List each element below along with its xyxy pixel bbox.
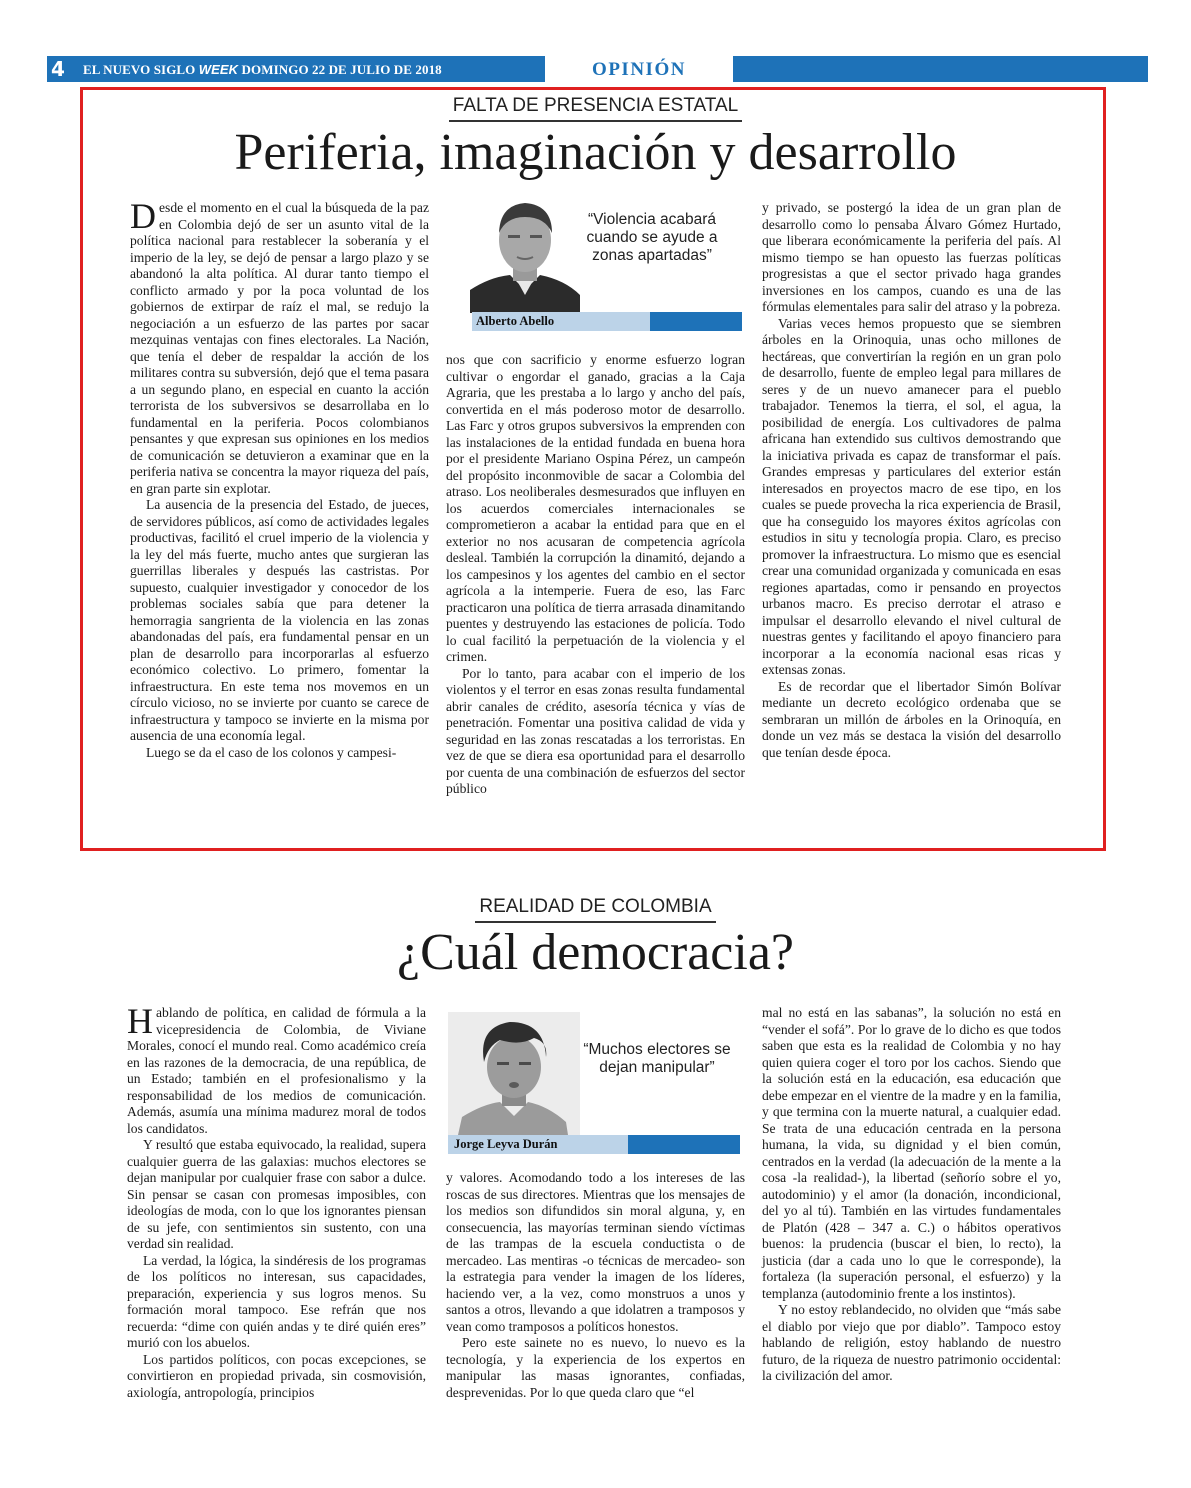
publication-info bbox=[83, 56, 442, 83]
article2-column-2 bbox=[446, 1170, 745, 1401]
page-number: 4 bbox=[51, 57, 65, 81]
article2-pull-quote: “Muchos electores se dejan manipular” bbox=[583, 1041, 731, 1076]
article2-paragraph: ablando de política, en calidad de fórmula a la vicepresidencia de Colombia, de Viviane Morales, conocí el mundo real. Como académico creía en las razones de la democracia, de una república, de un Estado; también en el profesionalismo y la responsabilidad de los medios de comunicación. Además, asumía una mínima madurez moral de todos los candidatos. bbox=[127, 1005, 426, 1136]
edition-name: WEEK bbox=[198, 62, 239, 77]
article1-title: Periferia, imaginación y desarrollo bbox=[234, 124, 957, 181]
article1-paragraph: Es de recordar que el libertador Simón Bolívar mediante un decreto ecológico ordenaba que se sembraran un millón de árboles en la Orinoquía, en donde un vez más se destaca la visión del desarrollo que tenían desde época. bbox=[762, 678, 1061, 760]
article2-column-1 bbox=[127, 1001, 426, 1401]
article1-paragraph: Por lo tanto, para acabar con el imperio de los violentos y el terror en esas zonas resulta fundamental abrir canales de crédito, asesoría técnica y vías de penetración. Fomentar una positiva calidad de vida y seguridad en las zonas rescatadas a los terroristas. En vez de que se diera esa oportunidad para el desarrollo por cuenta de una combinación de esfuerzos del sector público bbox=[446, 665, 745, 796]
article2-paragraph: La verdad, la lógica, la sindéresis de los programas de los políticos no interesan, sus capacidades, preparación, experiencia y sus logros menos. Su formación moral tampoco. Ese refrán que nos recuerda: “dime con quién andas y te diré quién eres” murió con los abuelos. bbox=[127, 1252, 426, 1350]
article1-kicker: FALTA DE PRESENCIA ESTATAL bbox=[449, 95, 742, 122]
article2-paragraph: Los partidos políticos, con pocas excepciones, se convirtieron en propiedad privada, sin cosmovisión, axiología, antropología, principios bbox=[127, 1351, 426, 1400]
article2-paragraph: Y no estoy reblandecido, no olviden que “más sabe el diablo por viejo que por diablo”. Tampoco estoy hablando de religión, estoy hablando de nuestro futuro, de la riqueza de nuestro patrimonio occidental: la civilización del amor. bbox=[762, 1302, 1061, 1383]
section-title: OPINIÓN bbox=[545, 56, 733, 82]
publication-date: DOMINGO 22 DE JULIO DE 2018 bbox=[241, 62, 442, 77]
article1-column-2 bbox=[446, 352, 745, 798]
article2-author-name: Jorge Leyva Durán bbox=[454, 1137, 558, 1151]
article1-author-bar bbox=[472, 312, 742, 331]
article2-paragraph: y valores. Acomodando todo a los intereses de las roscas de sus directores. Mientras que los mensajes de los medios son difundidos sin moral alguna, y, en consecuencia, las mayorías terminan siendo víctimas de las trampas de la escuela conductista o de mercadeo. Las mentiras -o técnicas de mercadeo- son la estrategia para vender la imagen de los líderes, haciendo ver, a la vez, como monstruos a unos y santos a otros, llevando a que idolatren a tramposos y vean como tramposos a políticos honestos. bbox=[446, 1170, 745, 1334]
article1-paragraph: Luego se da el caso de los colonos y campesi- bbox=[146, 744, 397, 760]
article2-author-bar-accent bbox=[628, 1135, 740, 1154]
article1-pull-quote: “Violencia acabará cuando se ayude a zonas apartadas” bbox=[586, 211, 718, 264]
article1-author-bar-accent bbox=[650, 312, 742, 331]
publication-name: EL NUEVO SIGLO bbox=[83, 62, 196, 77]
article1-paragraph: esde el momento en el cual la búsqueda de la paz en Colombia dejó de ser un asunto vital de la política nacional para restablecer la soberanía y el imperio de la ley, se dejó de pensar a largo plazo y se abandonó la alta política. Al durar tanto tiempo el conflicto armado y por la poca voluntad de los gobiernos de extirpar de raíz el mal, se redujo la negociación a un esfuerzo de las partes por sacar mezquinas ventajas con fines electorales. La Nación, que tenía el deber de respaldar la acción de los militares contra su subversión, dejó que el tema pasara a un segundo plano, en especial en cuanto la acción terrorista de los subversivos se desarrollaba en lo fundamental en la periferia. Pocos colombianos pensantes y que expresan sus opiniones en los medios de comunicación se detuvieron a examinar que en la periferia nativa se concentra la mayor riqueza del país, en gran parte sin explotar. bbox=[130, 200, 429, 496]
article2-kicker-wrap bbox=[0, 896, 1191, 923]
article1-paragraph: nos que con sacrificio y enorme esfuerzo logran cultivar o engordar el ganado, gracias a la Caja Agraria, que les prestaba a lo largo y ancho del país, convertida en el más poderoso motor de desarrollo. Las Farc y otros grupos subversivos la emprenden con las instalaciones de la entidad fundada en buena hora por el presidente Mariano Ospina Pérez, un campeón del propósito inconmovible de sacar a Colombia del atraso. Los neoliberales desmesurados que influyen en los acuerdos comerciales internacionales se comprometieron a acabar la entidad para que en el exterior no nos acusaran de competencia agrícola desleal. También la corrupción la dinamitó, dejando a los campesinos y los agentes del cambio en el sector agrícola a la intemperie. Fuera de eso, las Farc practicaron una política de tierra arrasada dinamitando puentes y destruyendo las estaciones de policía. Todo lo cual facilitó la perpetuación de la violencia y el crimen. bbox=[446, 352, 745, 664]
article2-dropcap: H bbox=[127, 1001, 153, 1041]
article2-paragraph: Y resultó que estaba equivocado, la realidad, supera cualquier guerra de las galaxias: muchos electores se dejan manipular por cualquier frase con sabor a dulce. Sin pensar se casan con promesas imposibles, con ideologías de moda, con lo que los ignorantes piensan de su jefe, con sentimientos sin sustento, con una verdad sin realidad. bbox=[127, 1137, 426, 1251]
article2-paragraph: mal no está en las sabanas”, la solución no está en “vender el sofá”. Por lo grave de lo dicho es que todos saben que esta es la realidad de Colombia y no hay quien quiera coger el toro por los cachos. Siendo que la solución está en la educación, esa educación que debe empezar en el vientre de la madre y en la familia, y que termina con la muerte natural, a cualquier edad. Se trata de una educación centrada en la persona humana, la vida, su dignidad y el bien común, centrados en la verdad (la adecuación de la mente a la cosa -la realidad-), la libertad (señorío sobre el yo, autodominio) y el amor (la donación, incondicional, del yo al tú). También en las virtudes fundamentales de Platón (428 – 347 a. C.) o hábitos operativos buenos: la prudencia (buscar el bien, lo recto), la justicia (dar a cada uno lo que le corresponde), la fortaleza (la superación personal, el esfuerzo) y la templanza (autodominio frente a los instintos). bbox=[762, 1005, 1061, 1301]
article2-author-photo bbox=[448, 1012, 580, 1135]
article2-kicker: REALIDAD DE COLOMBIA bbox=[475, 896, 715, 923]
article1-author-name: Alberto Abello bbox=[476, 314, 555, 328]
article1-paragraph: Varias veces hemos propuesto que se siembren árboles en la Orinoquia, unas ocho millones de hectáreas, que convertirían la región en un gran polo de desarrollo, fuente de empleo legal para millares de seres y de un nuevo amanecer para el pueblo trabajador. Tenemos la tierra, el sol, el agua, la posibilidad de energía. Los cultivadores de palma africana han extendido sus cultivos demostrando que la iniciativa privada es capaz de transformar el país. Grandes empresas y particulares del exterior están interesados en proyectos macro de ese tipo, en los cuales se puede provecha la rica experiencia de Brasil, que ha conseguido los mayores éxitos agrícolas con estudios in situ y tecnología propia. Claro, es preciso promover la infraestructura. Lo mismo que es esencial crear una comunidad organizada y comunicada en esas regiones apartadas, como ir pensando en proyectos urbanos macro. Es preciso derrotar el atraso e impulsar el desarrollo elevando el nivel cultural de nuestras gentes y facilitando el apoyo financiero para incorporar a la economía nacional esas ricas y extensas zonas. bbox=[762, 315, 1061, 677]
article2-title: ¿Cuál democracia? bbox=[397, 924, 794, 981]
article1-paragraph: La ausencia de la presencia del Estado, de jueces, de servidores públicos, así como de actividades legales productivas, facilitó el cruel imperio de la violencia y la ley del más fuerte, mucho antes que surgieran las guerrillas liberales y después las castristas. Por supuesto, cualquier investigador y conocedor de los problemas sociales sabía que para detener la hemorragia sangrienta de la violencia en las zonas abandonadas del país, era fundamental pensar en un plan de desarrollo para incorporarlas al esfuerzo económico colectivo. Lo primero, fomentar la infraestructura. En este tema nos movemos en un círculo vicioso, no se invierte por cuanto se carece de infraestructura y tampoco se invierte en la misma por ausencia de una economía legal. bbox=[130, 497, 429, 743]
article1-paragraph: y privado, se postergó la idea de un gran plan de desarrollo como lo pensaba Álvaro Gómez Hurtado, que liberara económicamente la periferia del país. Al mismo tiempo se han opuesto las fuerzas políticas progresistas a que el sector privado haga grandes inversiones en los campos, cuando es una de las fórmulas elementales para salir del atraso y la pobreza. bbox=[762, 200, 1061, 314]
article2-paragraph: Pero este sainete no es nuevo, lo nuevo es la tecnología, y la experiencia de los expertos en manipular las masas ignorantes, confiadas, desprevenidas. Por lo que queda claro que “el bbox=[446, 1335, 745, 1400]
article2-author-bar bbox=[448, 1135, 740, 1154]
article1-author-photo bbox=[470, 195, 580, 313]
article1-column-1 bbox=[130, 196, 429, 761]
article1-column-3 bbox=[762, 200, 1061, 761]
article1-dropcap: D bbox=[130, 196, 156, 236]
article1-kicker-wrap bbox=[0, 95, 1191, 122]
article2-column-3 bbox=[762, 1005, 1061, 1385]
page-header-bar bbox=[47, 56, 1148, 82]
